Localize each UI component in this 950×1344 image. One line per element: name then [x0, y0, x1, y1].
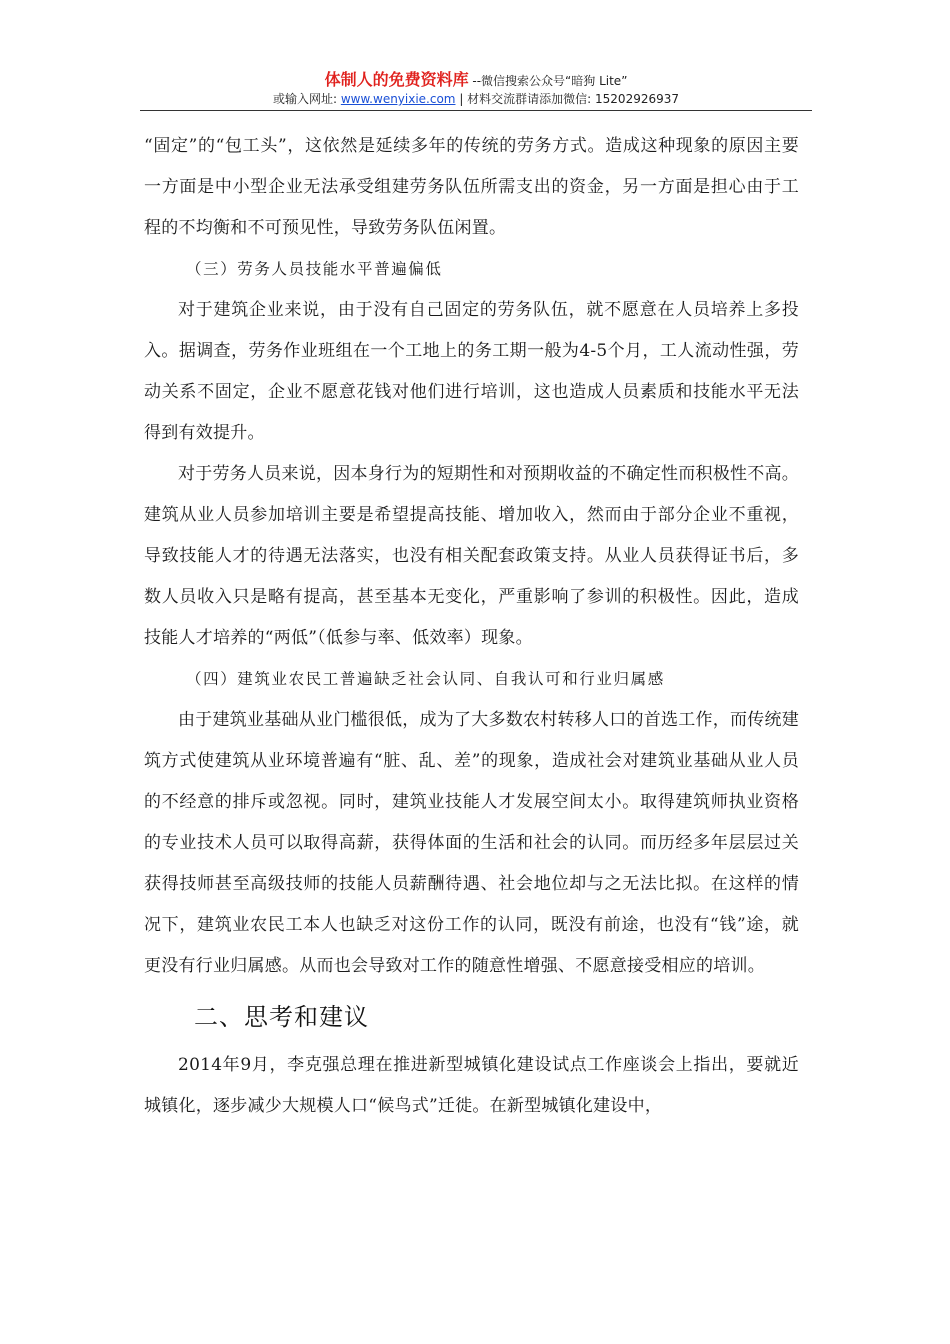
- subheading-four: （四）建筑业农民工普遍缺乏社会认同、自我认可和行业归属感: [186, 670, 665, 688]
- url-prefix: 或输入网址:: [272, 92, 341, 106]
- paragraph: 由于建筑业基础从业门槛很低，成为了大多数农村转移人口的首选工作，而传统建筑方式使建筑从业环境普遍有“脏、乱、差”的现象，造成社会对建筑业基础从业人员的不经意的排斥或忽视。同时，建筑业技能人才发展空间太小。取得建筑师执业资格的专业技术人员可以取得高薪，获得体面的生活和社会的认同。而历经多年层层过关获得技师甚至高级技师的技能人员薪酬待遇、社会地位却与之无法比拟。在这样的情况下，建筑业农民工本人也缺乏对这份工作的认同，既没有前途，也没有“钱”途，就更没有行业归属感。从而也会导致对工作的随意性增强、不愿意接受相应的培训。: [144, 710, 799, 976]
- paragraph: 2014年9月，李克强总理在推进新型城镇化建设试点工作座谈会上指出，要就近城镇化，逐步减少大规模人口“候鸟式”迁徙。在新型城镇化建设中，: [144, 1055, 799, 1116]
- header-divider: [140, 110, 812, 111]
- page-header: [140, 70, 812, 108]
- document-body: [144, 126, 799, 1127]
- paragraph: 对于劳务人员来说，因本身行为的短期性和对预期收益的不确定性而积极性不高。建筑从业人员参加培训主要是希望提高技能、增加收入，然而由于部分企业不重视，导致技能人才的待遇无法落实，也没有相关配套政策支持。从业人员获得证书后，多数人员收入只是略有提高，甚至基本无变化，严重影响了参训的积极性。因此，造成技能人才培养的“两低”（低参与率、低效率）现象。: [144, 464, 799, 648]
- subheading-three: （三）劳务人员技能水平普遍偏低: [186, 260, 443, 278]
- section-title: 二、思考和建议: [194, 1003, 369, 1031]
- brand-title: 体制人的免费资料库: [324, 70, 469, 89]
- header-brand-line: [140, 70, 812, 90]
- contact-suffix: | 材料交流群请添加微信: 15202926937: [455, 92, 680, 106]
- brand-subtitle: --微信搜索公众号“暗狗 Lite”: [468, 74, 628, 88]
- website-link[interactable]: www.wenyixie.com: [340, 92, 456, 106]
- paragraph: 对于建筑企业来说，由于没有自己固定的劳务队伍，就不愿意在人员培养上多投入。据调查，劳务作业班组在一个工地上的务工期一般为4-5个月，工人流动性强，劳动关系不固定，企业不愿意花钱对他们进行培训，这也造成人员素质和技能水平无法得到有效提升。: [144, 300, 799, 443]
- paragraph-continuation: “固定”的“包工头”，这依然是延续多年的传统的劳务方式。造成这种现象的原因主要一方面是中小型企业无法承受组建劳务队伍所需支出的资金，另一方面是担心由于工程的不均衡和不可预见性，导致劳务队伍闲置。: [144, 136, 799, 238]
- header-contact-line: [140, 90, 812, 108]
